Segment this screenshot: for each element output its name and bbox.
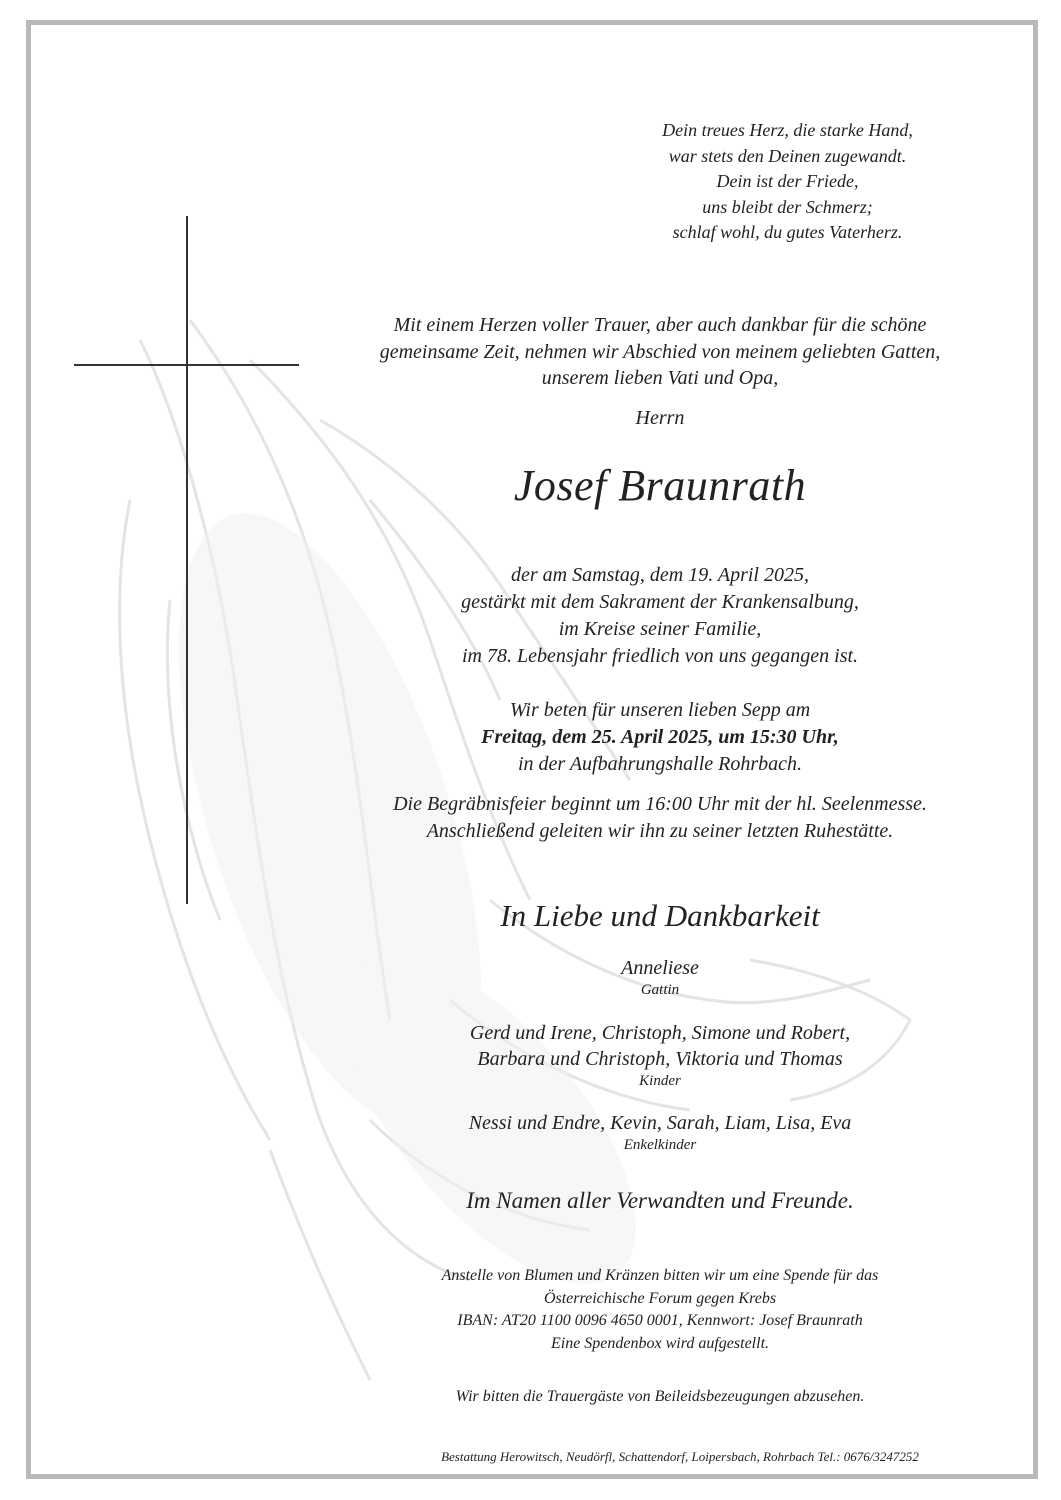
funeral-info [300,791,1020,845]
donation-line: Eine Spendenbox wird aufgestellt. [550,1334,770,1352]
donation-line: IBAN: AT20 1100 0096 4650 0001, Kennwort: Josef Braunrath [457,1312,863,1329]
family-role: Gattin [640,982,680,998]
verse-line: schlaf wohl, du gutes Vaterherz. [672,222,903,242]
funeral-line: Die Begräbnisfeier beginnt um 16:00 Uhr mit der hl. Seelenmesse. [393,793,927,815]
intro-line: unserem lieben Vati und Opa, [541,367,779,389]
family-role: Enkelkinder [623,1137,697,1153]
family-names: Anneliese [621,957,699,979]
salutation: Herrn [635,407,685,429]
prayer-location: in der Aufbahrungshalle Rohrbach. [517,753,803,775]
intro-line: gemeinsame Zeit, nehmen wir Abschied von meinem geliebten Gatten, [379,340,941,363]
prayer-date-time: Freitag, dem 25. April 2025, um 15:30 Uhr, [481,726,839,748]
closing-heading: In Liebe und Dankbarkeit [500,898,820,933]
deceased-name: Josef Braunrath [513,461,807,510]
donation-line: Anstelle von Blumen und Kränzen bitten wir um eine Spende für das [441,1267,879,1284]
family-names: Barbara und Christoph, Viktoria und Thomas [477,1048,843,1070]
family-role: Kinder [639,1073,681,1089]
intro-line: Mit einem Herzen voller Trauer, aber auch dankbar für die schöne [393,314,927,336]
family-group-children [300,1020,1020,1091]
cross-vertical-bar [186,216,188,904]
condolence-request: Wir bitten die Trauergäste von Beileidsbezeugungen abzusehen. [455,1388,865,1405]
verse-line: war stets den Deinen zugewandt. [668,145,907,166]
cross-horizontal-bar [74,364,299,366]
prayer-intro: Wir beten für unseren lieben Sepp am [509,699,811,721]
memorial-verse [600,118,975,246]
death-details [300,562,1020,670]
family-names: Gerd und Irene, Christoph, Simone und Robert, [469,1022,851,1044]
prayer-service [300,697,1020,778]
donation-line: Österreichische Forum gegen Krebs [543,1289,777,1307]
verse-line: Dein ist der Friede, [716,171,859,191]
funeral-line: Anschließend geleiten wir ihn zu seiner letzten Ruhestätte. [426,820,894,842]
relatives-line: Im Namen aller Verwandten und Freunde. [466,1188,854,1213]
verse-line: uns bleibt der Schmerz; [702,196,873,217]
funeral-home-footer: Bestattung Herowitsch, Neudörfl, Schattendorf, Loipersbach, Rohrbach Tel.: 0676/3247252 [441,1449,919,1464]
family-names: Nessi und Endre, Kevin, Sarah, Liam, Lisa, Eva [468,1112,852,1134]
details-line: im 78. Lebensjahr friedlich von uns gegangen ist. [461,645,859,667]
donation-request [300,1265,1020,1355]
details-line: der am Samstag, dem 19. April 2025, [511,564,809,586]
verse-line: Dein treues Herz, die starke Hand, [662,120,913,140]
details-line: gestärkt mit dem Sakrament der Krankensalbung, [461,591,859,613]
announcement-intro [300,312,1020,392]
details-line: im Kreise seiner Familie, [558,618,762,640]
family-group-spouse [300,955,1020,1000]
family-group-grandchildren [300,1110,1020,1155]
